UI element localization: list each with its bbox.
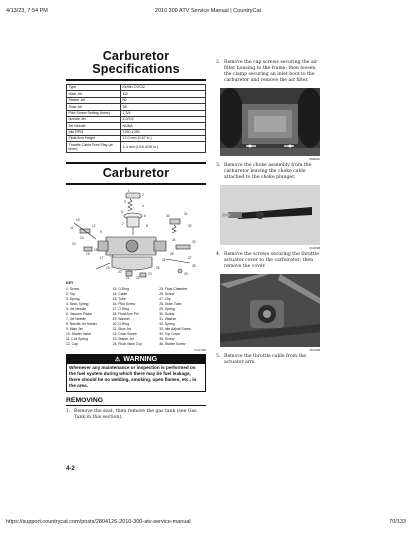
legend-item: 5. Jet Needle	[66, 306, 86, 311]
legend-key: KEY	[66, 281, 74, 286]
legend-item: 28. Drain Tube	[159, 301, 182, 306]
legend-item: 24. Float Valve Clip	[112, 341, 142, 346]
legend-item: 26. Screw	[159, 291, 175, 296]
callout-number: 12	[92, 224, 96, 229]
callout-number: 33	[192, 240, 196, 245]
callout-number: 22	[136, 276, 140, 281]
spec-value: 17.0 mm (0.67 in.)	[121, 136, 206, 142]
legend-item: 20. O-Ring	[112, 321, 129, 326]
spec-key: Float Arm Height	[67, 136, 121, 142]
browser-print-header	[6, 8, 410, 18]
callout-number: 25	[162, 258, 166, 263]
step-4: 4. Remove the screws securing the throttle actuator cover to the carburetor; then remove the cover.	[216, 252, 319, 269]
spec-key: Slow Jet	[67, 104, 121, 110]
callout-number: 1	[128, 189, 130, 194]
spec-key: Type	[67, 85, 121, 91]
spec-key: Pilot Screw Setting (turns)	[67, 110, 121, 116]
callout-number: 30	[166, 214, 170, 219]
removing-step: 1. Remove the seat; then remove the gas tank (see Gas Tank in this section).	[66, 409, 197, 421]
legend-item: 1. Screw	[66, 286, 80, 291]
callout-number: 32	[188, 224, 192, 229]
photo-code-2: KC001B	[309, 246, 320, 250]
legend-column	[113, 287, 160, 347]
callout-number: 7	[122, 222, 124, 227]
spec-key: Needle Jet	[67, 116, 121, 122]
legend-item: 30. Screw	[159, 311, 175, 316]
spec-value: 1 3/4	[121, 110, 206, 116]
callout-number: 18	[110, 254, 114, 259]
warning-heading-text: WARNING	[123, 355, 158, 363]
callout-number: 13	[80, 236, 84, 241]
print-timestamp: 4/13/23, 7:54 PM	[6, 8, 48, 14]
step-2: 2. Remove the cap screws securing the air filter housing to the frame; then loosen the clamp securing an inlet boot to the carburetor and remove the air filter.	[216, 60, 318, 83]
spec-key: Starter Jet	[67, 97, 121, 103]
section-rule	[66, 162, 206, 164]
photo-code-3: PR134B	[309, 348, 320, 352]
callout-number: 29	[184, 272, 188, 277]
spec-key: Idle RPM	[67, 129, 121, 135]
legend-item: 10. Starter Valve	[66, 331, 92, 336]
parts-legend	[66, 281, 206, 352]
legend-item: 6. Vacuum Piston	[66, 311, 93, 316]
legend-item: 12. Cap	[66, 341, 78, 346]
legend-item: 27. Clip	[159, 296, 171, 301]
legend-item: 29. Spring	[159, 306, 175, 311]
callout-number: 34	[172, 238, 176, 243]
left-column	[66, 50, 206, 421]
legend-column	[159, 287, 206, 347]
callout-number: 21	[126, 276, 130, 281]
spec-key: Throttle Cable Free Play (at lever)	[67, 142, 121, 153]
legend-item: 11. Coil Spring	[66, 336, 88, 341]
legend-item: 8. Needle Jet Holder	[66, 321, 97, 326]
legend-item: 16. Pilot Screw	[112, 301, 136, 306]
photo-air-filter-housing	[220, 88, 320, 156]
diagram-code: 0742-009	[194, 347, 206, 352]
callout-number: 31	[184, 212, 188, 217]
callout-number: 8	[146, 224, 148, 229]
legend-item: 36. Starter Screw	[159, 341, 186, 346]
legend-item: 14. Cable	[112, 291, 128, 296]
right-column	[216, 60, 320, 366]
legend-item: 32. Spring	[159, 321, 175, 326]
specs-title	[66, 50, 206, 76]
legend-item: 3. Spring	[66, 296, 80, 301]
callout-number: 15	[94, 248, 98, 253]
spec-row	[67, 142, 206, 153]
callout-number: 11	[70, 226, 74, 231]
callout-number: 2	[142, 193, 144, 198]
spec-value: 38	[121, 104, 206, 110]
warning-triangle-icon: ⚠	[114, 356, 121, 363]
print-page-counter: 70/133	[389, 519, 406, 525]
spec-value: NUNA	[121, 123, 206, 129]
page-number: 4-2	[66, 466, 75, 472]
removing-rule	[66, 405, 206, 407]
spec-key: Main Jet	[67, 91, 121, 97]
removing-steps	[66, 409, 206, 421]
legend-item: 13. O-Ring	[112, 286, 129, 291]
legend-item: 7. Jet Needle	[66, 316, 86, 321]
callout-number: 3	[124, 200, 126, 205]
removing-title: REMOVING	[66, 396, 104, 404]
legend-item: 2. Top	[66, 291, 76, 296]
carburetor-rule	[66, 183, 206, 185]
callout-number: 19	[106, 266, 110, 271]
carburetor-exploded-diagram	[66, 189, 206, 281]
callout-number: 6	[144, 214, 146, 219]
warning-box	[66, 354, 206, 392]
legend-item: 15. Tube	[112, 296, 126, 301]
callout-number: 5	[121, 210, 123, 215]
step-5: 5. Remove the throttle cable from the actuator arm.	[216, 354, 307, 365]
callout-number: 27	[188, 256, 192, 261]
spec-key: Jet Needle	[67, 123, 121, 129]
spec-value: 112	[121, 91, 206, 97]
print-url: https://support.countrycat.com/posts/2804126-2010-300-atv-service-manual	[6, 519, 191, 525]
legend-item: 19. Washer	[112, 316, 130, 321]
legend-item: 4. Seat, Spring	[66, 301, 89, 306]
callout-number: 14	[72, 242, 76, 247]
legend-item: 31. Washer	[159, 316, 177, 321]
specs-table	[66, 84, 206, 153]
callout-number: 24	[156, 266, 160, 271]
callout-number: 9	[100, 230, 102, 235]
legend-item: 22. Drain Screw	[112, 331, 137, 336]
callout-number: 20	[118, 270, 122, 275]
carburetor-title: Carburetor	[102, 166, 170, 181]
legend-item: 33. Idle Adjust Screw	[159, 326, 191, 331]
spec-value: 4.0/3.6	[121, 116, 206, 122]
page-title: 2010 300 ATV Service Manual | CountryCat	[154, 8, 262, 14]
step-3: 3. Remove the choke assembly from the carburetor leaving the choke cable attached to the choke plunger.	[216, 163, 312, 180]
legend-column	[66, 287, 113, 347]
specs-title-line2: Specifications	[92, 62, 180, 76]
callout-number: 23	[148, 272, 152, 277]
spec-value: 1250-1350	[121, 129, 206, 135]
browser-print-footer	[6, 519, 410, 529]
title-rule	[66, 79, 206, 81]
warning-body: Whenever any maintenance or inspection is performed on the fuel system during which there may be fuel leakage, there should be no welding, smoking, open flames, etc., in the area.	[69, 365, 197, 389]
legend-item: 9. Main Jet	[66, 326, 83, 331]
warning-heading	[67, 355, 205, 364]
callout-number: 28	[192, 264, 196, 269]
legend-item: 18. Float Arm Pin	[112, 311, 139, 316]
callout-number: 26	[170, 252, 174, 257]
photo-choke-assembly	[220, 185, 320, 245]
spec-value: 1-4 mm (1/16-3/16 in.)	[121, 142, 206, 153]
callout-number: 17	[100, 256, 104, 261]
legend-item: 21. Slow Jet	[112, 326, 132, 331]
callout-number: 10	[76, 218, 80, 223]
carburetor-diagram-svg	[66, 189, 206, 281]
spec-value: 80	[121, 97, 206, 103]
specs-title-line1: Carburetor	[102, 49, 170, 63]
spec-value: Keihin CVK32	[121, 85, 206, 91]
photo-throttle-actuator-cover	[220, 274, 320, 347]
legend-item: 25. Float Chamber	[159, 286, 188, 291]
legend-item: 17. O-Ring	[112, 306, 129, 311]
legend-item: 34. Top Cover	[159, 331, 181, 336]
photo-code-1: KM020A	[309, 157, 320, 161]
callout-number: 4	[142, 204, 144, 209]
legend-item: 35. Screw	[159, 336, 175, 341]
legend-item: 23. Starter Jet	[112, 336, 134, 341]
callout-number: 16	[86, 252, 90, 257]
